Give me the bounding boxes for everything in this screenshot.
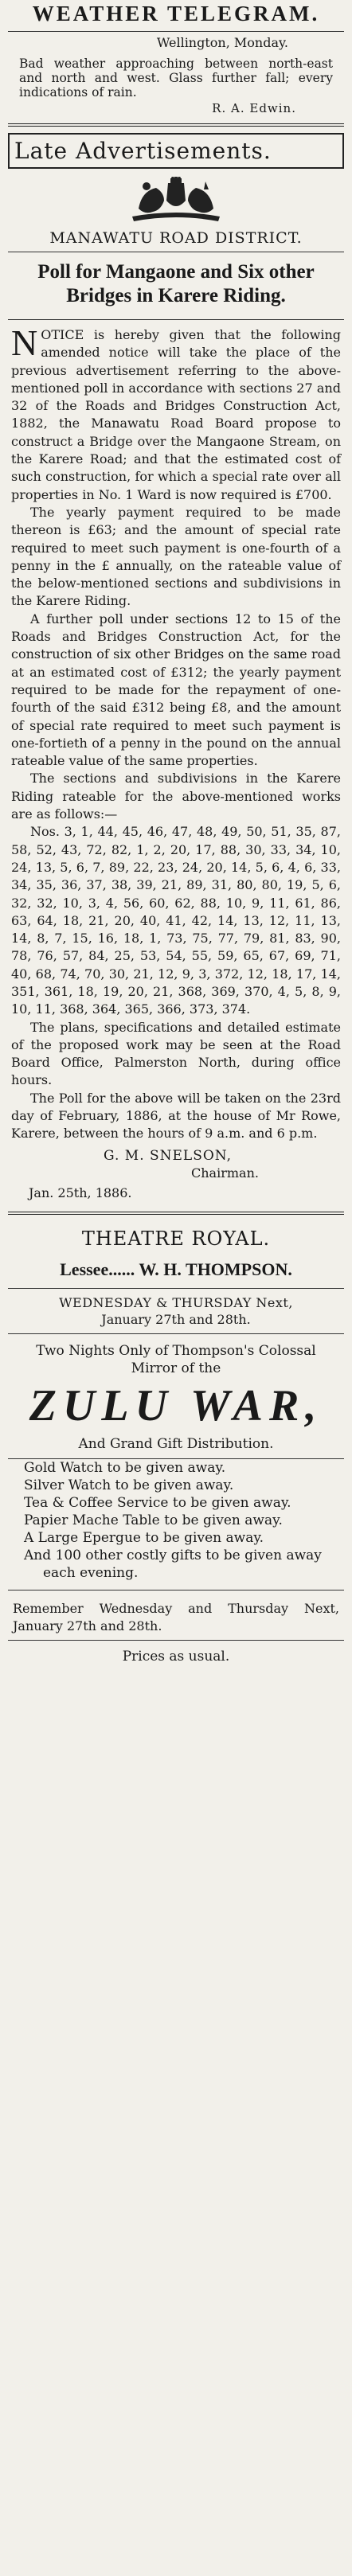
divider (8, 1333, 344, 1334)
section-numbers: Nos. 3, 1, 44, 45, 46, 47, 48, 49, 50, 51, 35, 87, 58, 52, 43, 72, 82, 1, 2, 20, 17, 88, 30, 33, 34, 10, 24, 13, 5, 6, 7, 89, 22, 23, 24, 20, 14, 5, 6, 4, 6, 33, 34, 35, 36, 37, 38, 39, 21, 89, 31, 80, 80, 19, 5, 6, 32, 32, 10, 3, 4, 56, 60, 62, 88, 10, 9, 11, 61, 86, 63, 64, 18, 21, 20, 40, 41, 42, 14, 13, 12, 11, 13, 14, 8, 7, 15, 16, 18, 1, 73, 75, 77, 79, 81, 83, 90, 78, 76, 57, 84, 25, 53, 54, 55, 59, 65, 67, 69, 71, 40, 68, 74, 70, 30, 21, 12, 9, 3, 372, 12, 18, 17, 14, 351, 361, 18, 19, 20, 21, 368, 369, 370, 4, 5, 8, 9, 10, 11, 368, 364, 365, 366, 373, 374. (11, 824, 341, 1017)
divider (8, 1640, 344, 1641)
late-advertisements-title: Late Advertisements. (14, 138, 272, 164)
weather-telegram-title: WEATHER TELEGRAM. (32, 2, 320, 25)
section-divider (8, 1212, 344, 1215)
late-advertisements-banner (8, 133, 344, 169)
divider (8, 31, 344, 32)
notice-text: OTICE is hereby given that the following amended notice will take the place of the previous advertisement referring to the above-mentioned poll in accordance with sections 27 and 32 of the Roads and Bridges Construction Act, 1882, the Manawatu Road Board propose to construct a Bridge over the Mangaone Stream, on the Karere Road; and that the estimated cost of such construction, for which a special rate over all properties in No. 1 Ward is now required is £700. (11, 327, 341, 502)
theatre-days: WEDNESDAY & THURSDAY Next, (59, 1294, 293, 1310)
zulu-war-headline: ZULU WAR, (29, 1380, 323, 1430)
drop-cap: N (11, 322, 38, 363)
prize-item: Tea & Coffee Service to be given away. (24, 1494, 291, 1511)
notice-paragraph: The plans, specifications and detailed estimate of the proposed work may be seen at the Road Board Office, Palmerston North, during office hours. (11, 1019, 341, 1088)
notice-signature: G. M. SNELSON, (104, 1147, 232, 1164)
notice-paragraph: The yearly payment required to be made thereon is £63; and the amount of special rate required to meet such payment is one-fourth of a penny in the £ annually, on the rateable value of the below-mentioned sections and subdivisions in the Karere Riding. (11, 504, 341, 609)
notice-paragraph (11, 322, 341, 504)
prize-list (8, 1459, 344, 1582)
weather-body: Bad weather approaching between north-east and north and west. Glass further fall; every indications of rain. (19, 57, 333, 100)
weather-place-date: Wellington, Monday. (156, 35, 288, 50)
prize-item: And 100 other costly gifts to be given away each evening. (24, 1547, 322, 1581)
weather-telegram-section (8, 2, 344, 115)
divider (8, 1288, 344, 1289)
prices-line: Prices as usual. (122, 1648, 230, 1665)
poll-title: Poll for Mangaone and Six other Bridges in Karere Riding. (37, 261, 315, 306)
notice-paragraph: The sections and subdivisions in the Karere Riding rateable for the above-mentioned works are as follows:— (11, 771, 341, 822)
theatre-title: THEATRE ROYAL. (81, 1227, 271, 1250)
divider (8, 319, 344, 320)
road-district-notice (8, 177, 344, 1200)
notice-paragraph: The Poll for the above will be taken on the 23rd day of February, 1886, at the house of Mr Rowe, Karere, between the hours of 9 a.m. and 6 p.m. (11, 1090, 341, 1142)
prize-item: Silver Watch to be given away. (24, 1477, 234, 1493)
theatre-advertisement (8, 1228, 344, 1665)
theatre-lessee: Lessee...... W. H. THOMPSON. (60, 1259, 292, 1279)
prize-item: Papier Mache Table to be given away. (24, 1512, 283, 1528)
notice-date: Jan. 25th, 1886. (29, 1185, 132, 1200)
theatre-dates: January 27th and 28th. (101, 1311, 251, 1327)
notice-signature-role: Chairman. (191, 1165, 259, 1181)
section-divider (8, 123, 344, 127)
two-nights-line: Two Nights Only of Thompson's Colossal Mirror of the (36, 1342, 316, 1376)
newspaper-column (0, 2, 352, 2576)
prize-item: Gold Watch to be given away. (24, 1459, 226, 1476)
notice-body (8, 322, 344, 1143)
weather-signature: R. A. Edwin. (212, 101, 296, 115)
prize-item: A Large Epergue to be given away. (24, 1529, 264, 1546)
royal-coat-of-arms-icon (8, 177, 344, 223)
district-heading: MANAWATU ROAD DISTRICT. (49, 229, 303, 247)
notice-paragraph: A further poll under sections 12 to 15 of the Roads and Bridges Construction Act, for the construction of six other Bridges on the same road at an estimated cost of £312; the yearly payment required to be made for the repayment of one-fourth of the said £312 being £8, and the amount of special rate required to meet such payment is one-fortieth of a penny in the pound on the annual rateable value of the same properties. (11, 611, 341, 769)
gift-distribution: And Grand Gift Distribution. (78, 1435, 274, 1452)
remember-line: Remember Wednesday and Thursday Next, January 27th and 28th. (13, 1600, 339, 1633)
